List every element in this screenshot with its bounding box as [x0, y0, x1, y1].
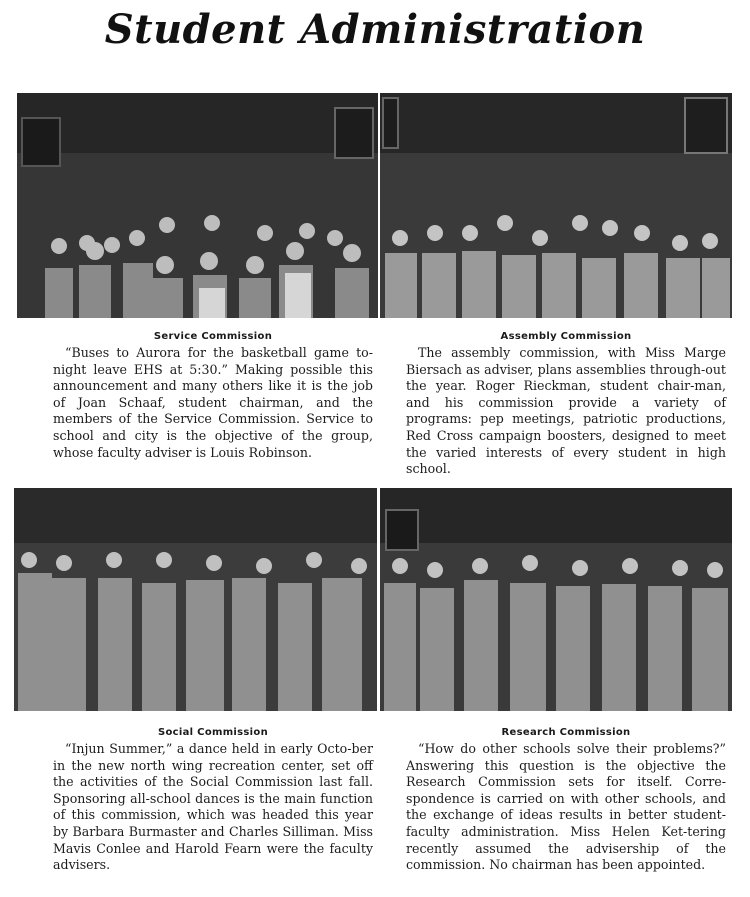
- group-photo-graphic: [17, 93, 378, 318]
- group-photo-graphic: [14, 488, 377, 711]
- page-title: Student Administration: [104, 6, 646, 53]
- service-commission-caption: [53, 331, 373, 461]
- group-photo-graphic: [380, 488, 732, 711]
- section-body: “How do other schools solve their problems?” Answering this question is the objective the Research Commission sets for itself. Corre-spondence is carried on with other schools, and the exchange of ideas results in better student-faculty administration. Miss Helen Ket-tering recently assumed the advisership of the commission. No chairman has been appointed.: [406, 741, 726, 873]
- research-commission-caption: [406, 727, 726, 874]
- section-body: “Buses to Aurora for the basketball game to-night leave EHS at 5:30.” Making possible this announcement and many others like it is the job of Joan Schaaf, student chairman, and the members of the Service Commission. Service to school and city is the objective of the group, whose faculty adviser is Louis Robinson.: [53, 345, 373, 460]
- group-photo-graphic: [380, 93, 732, 318]
- research-commission-photo: [380, 488, 732, 711]
- assembly-commission-photo: [380, 93, 732, 318]
- section-heading: Assembly Commission: [500, 331, 632, 342]
- social-commission-caption: [53, 727, 373, 874]
- section-body: “Injun Summer,” a dance held in early Octo-ber in the new north wing recreation center, set off the activities of the Social Commission last fall. Sponsoring all-school dances is the main function of this commission, which was headed this year by Barbara Burmaster and Charles Silliman. Miss Mavis Conlee and Harold Fearn were the faculty advisers.: [53, 741, 373, 873]
- section-heading: Service Commission: [153, 331, 273, 342]
- section-heading: Research Commission: [501, 727, 631, 738]
- assembly-commission-caption: [406, 331, 726, 478]
- section-body: The assembly commission, with Miss Marge Biersach as adviser, plans assemblies through-out the year. Roger Rieckman, student chair-man, and his commission provide a variety of programs: pep meetings, patriotic productions, Red Cross campaign boosters, designed to meet the varied interests of every student in high school.: [406, 345, 726, 477]
- social-commission-photo: [14, 488, 377, 711]
- section-heading: Social Commission: [158, 727, 268, 738]
- service-commission-photo: [17, 93, 378, 318]
